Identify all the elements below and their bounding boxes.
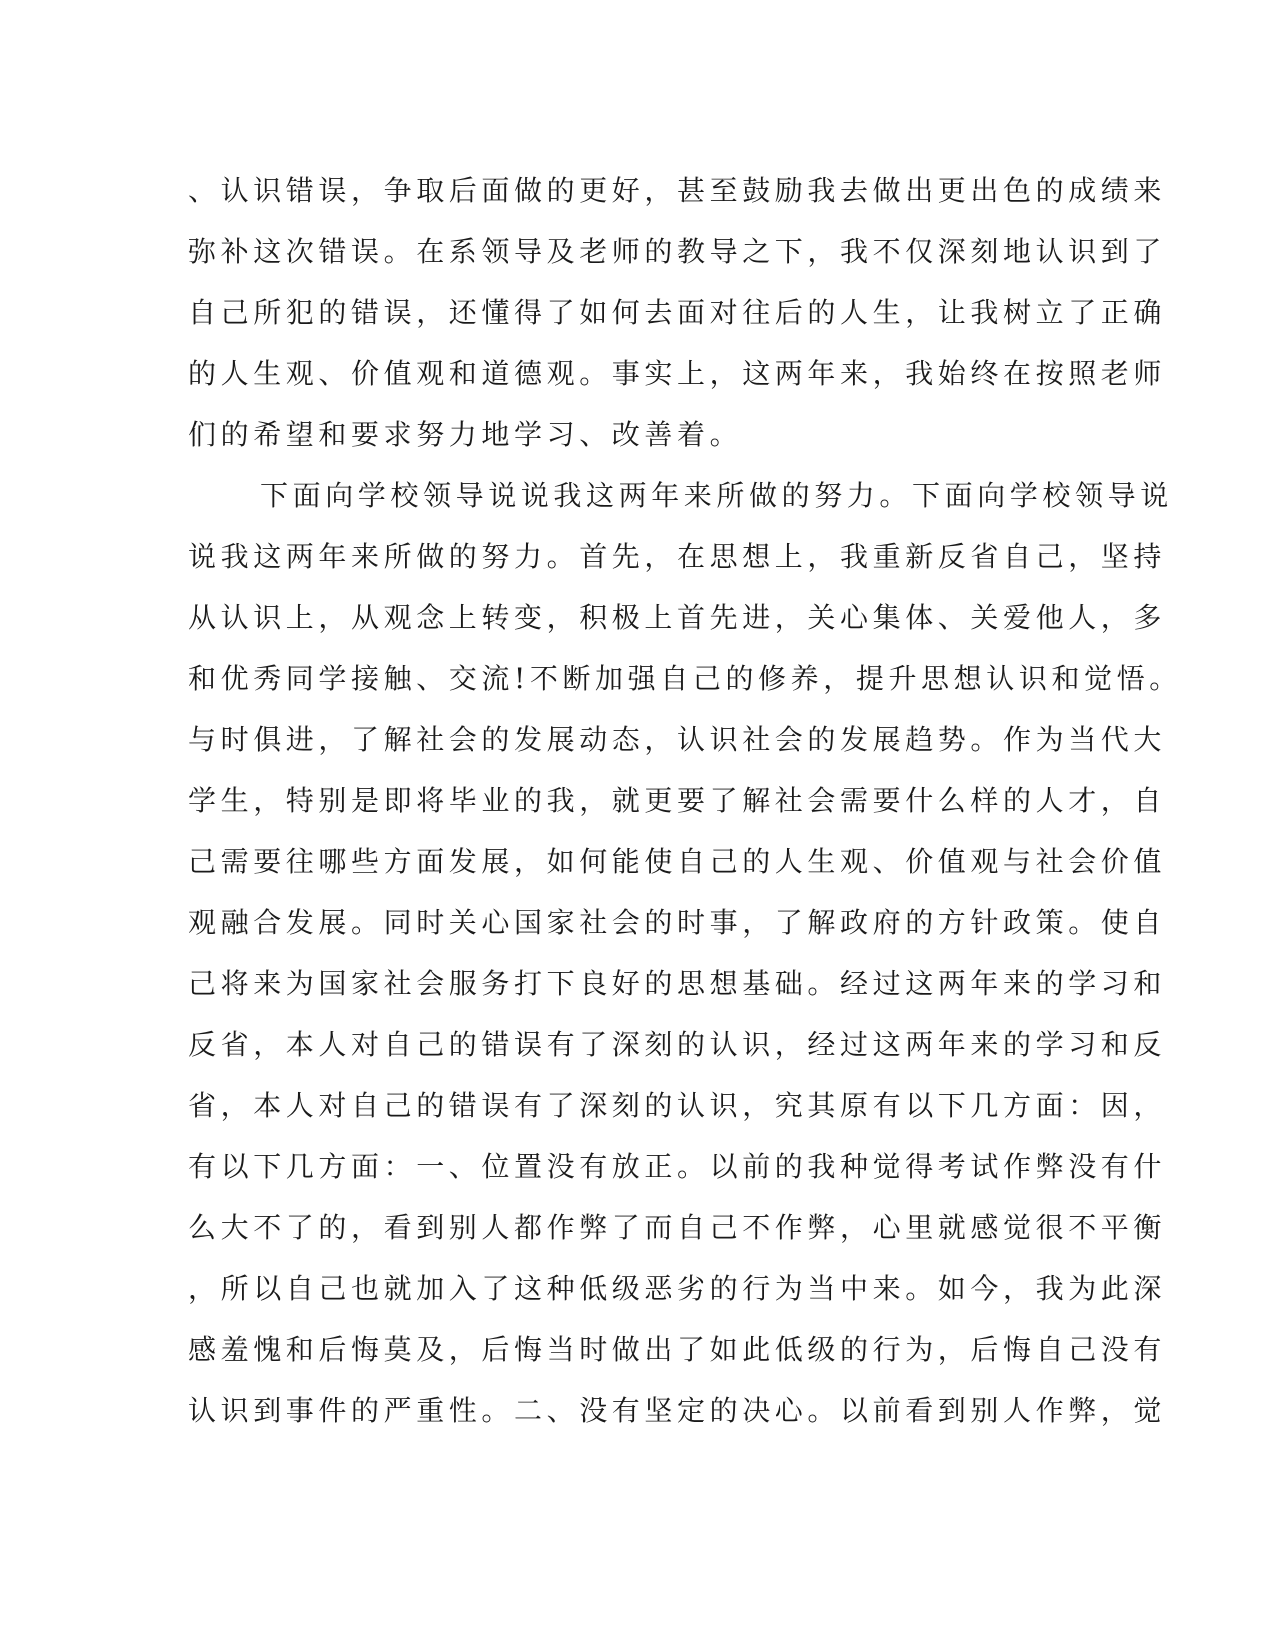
text-line: 学生，特别是即将毕业的我，就更要了解社会需要什么样的人才，自 bbox=[188, 784, 1167, 817]
text-line: 从认识上，从观念上转变，积极上首先进，关心集体、关爱他人，多 bbox=[188, 601, 1167, 634]
text-line: 和优秀同学接触、交流!不断加强自己的修养，提升思想认识和觉悟。 bbox=[188, 662, 1182, 695]
text-line: 反省，本人对自己的错误有了深刻的认识，经过这两年来的学习和反 bbox=[188, 1028, 1167, 1061]
paragraph-start-line: 下面向学校领导说说我这两年来所做的努力。下面向学校领导说 bbox=[260, 479, 1173, 512]
text-line: 感羞愧和后悔莫及，后悔当时做出了如此低级的行为，后悔自己没有 bbox=[188, 1333, 1167, 1366]
text-line: 省，本人对自己的错误有了深刻的认识，究其原有以下几方面：因， bbox=[188, 1089, 1167, 1122]
text-line: 观融合发展。同时关心国家社会的时事，了解政府的方针政策。使自 bbox=[188, 906, 1167, 939]
text-line: ，所以自己也就加入了这种低级恶劣的行为当中来。如今，我为此深 bbox=[188, 1272, 1167, 1305]
text-line: 认识到事件的严重性。二、没有坚定的决心。以前看到别人作弊，觉 bbox=[188, 1394, 1167, 1427]
body-text bbox=[188, 160, 1182, 1441]
text-line: 己需要往哪些方面发展，如何能使自己的人生观、价值观与社会价值 bbox=[188, 845, 1167, 878]
text-line: 们的希望和要求努力地学习、改善着。 bbox=[188, 418, 743, 451]
text-line: 有以下几方面：一、位置没有放正。以前的我种觉得考试作弊没有什 bbox=[188, 1150, 1167, 1183]
text-line: 么大不了的，看到别人都作弊了而自己不作弊，心里就感觉很不平衡 bbox=[188, 1211, 1167, 1244]
text-line: 己将来为国家社会服务打下良好的思想基础。经过这两年来的学习和 bbox=[188, 967, 1167, 1000]
text-line: 弥补这次错误。在系领导及老师的教导之下，我不仅深刻地认识到了 bbox=[188, 235, 1167, 268]
text-line: 说我这两年来所做的努力。首先，在思想上，我重新反省自己，坚持 bbox=[188, 540, 1167, 573]
text-line: 自己所犯的错误，还懂得了如何去面对往后的人生，让我树立了正确 bbox=[188, 296, 1167, 329]
text-line: 与时俱进，了解社会的发展动态，认识社会的发展趋势。作为当代大 bbox=[188, 723, 1167, 756]
text-line: 的人生观、价值观和道德观。事实上，这两年来，我始终在按照老师 bbox=[188, 357, 1167, 390]
text-line: 、认识错误，争取后面做的更好，甚至鼓励我去做出更出色的成绩来 bbox=[188, 174, 1167, 207]
